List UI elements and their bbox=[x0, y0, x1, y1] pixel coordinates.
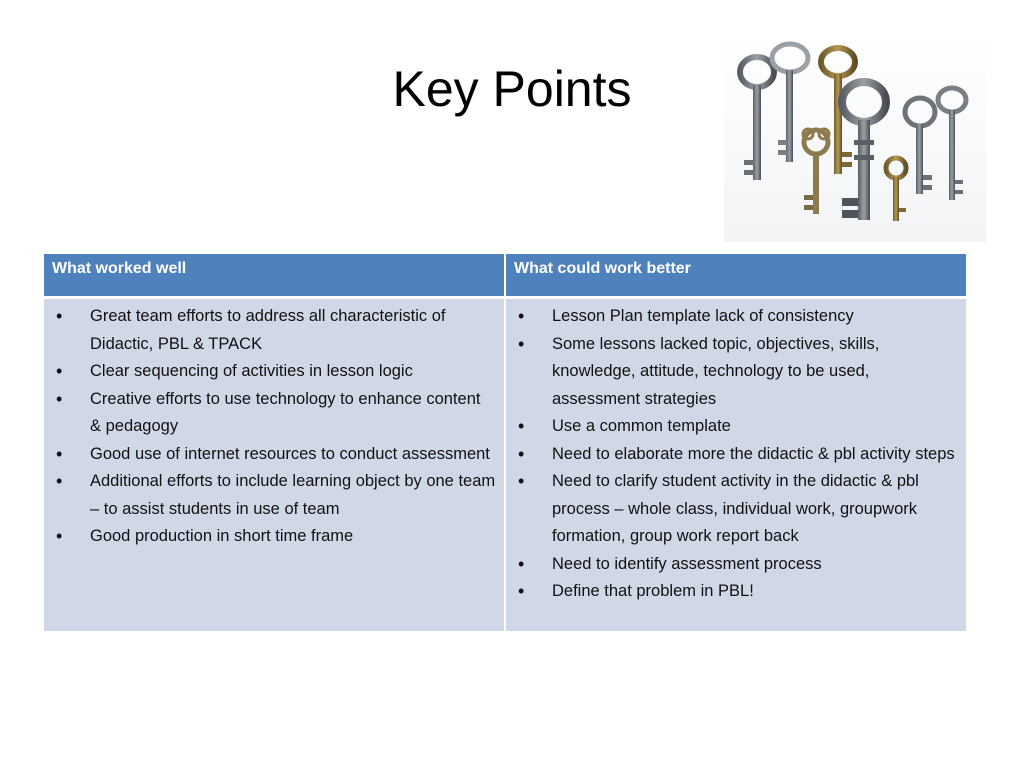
list-item: • Good use of internet resources to conduct assessment bbox=[52, 441, 496, 469]
list-item: • Creative efforts to use technology to enhance content & pedagogy bbox=[52, 386, 496, 441]
slide-title: Key Points bbox=[392, 61, 632, 117]
list-item: • Need to elaborate more the didactic & pbl activity steps bbox=[514, 441, 958, 469]
list-item: • Clear sequencing of activities in lesson logic bbox=[52, 358, 496, 386]
keys-icon bbox=[724, 30, 986, 242]
list-item: • Use a common template bbox=[514, 413, 958, 441]
column-header-work-better: What could work better bbox=[505, 254, 966, 298]
column-header-worked-well: What worked well bbox=[44, 254, 505, 298]
work-better-list bbox=[514, 303, 958, 606]
worked-well-list bbox=[52, 303, 496, 551]
worked-well-cell bbox=[44, 298, 505, 632]
list-item: • Some lessons lacked topic, objectives, skills, knowledge, attitude, technology to be used, assessment strategies bbox=[514, 331, 958, 414]
list-item: • Additional efforts to include learning object by one team – to assist students in use of team bbox=[52, 468, 496, 523]
table-row bbox=[44, 298, 966, 632]
list-item: • Lesson Plan template lack of consistency bbox=[514, 303, 958, 331]
key-points-table bbox=[44, 254, 966, 631]
list-item: • Great team efforts to address all characteristic of Didactic, PBL & TPACK bbox=[52, 303, 496, 358]
list-item: • Define that problem in PBL! bbox=[514, 578, 958, 606]
list-item: • Need to clarify student activity in the didactic & pbl process – whole class, individual work, groupwork formation, group work report back bbox=[514, 468, 958, 551]
table-header-row bbox=[44, 254, 966, 298]
list-item: • Need to identify assessment process bbox=[514, 551, 958, 579]
list-item: • Good production in short time frame bbox=[52, 523, 496, 551]
work-better-cell bbox=[505, 298, 966, 632]
